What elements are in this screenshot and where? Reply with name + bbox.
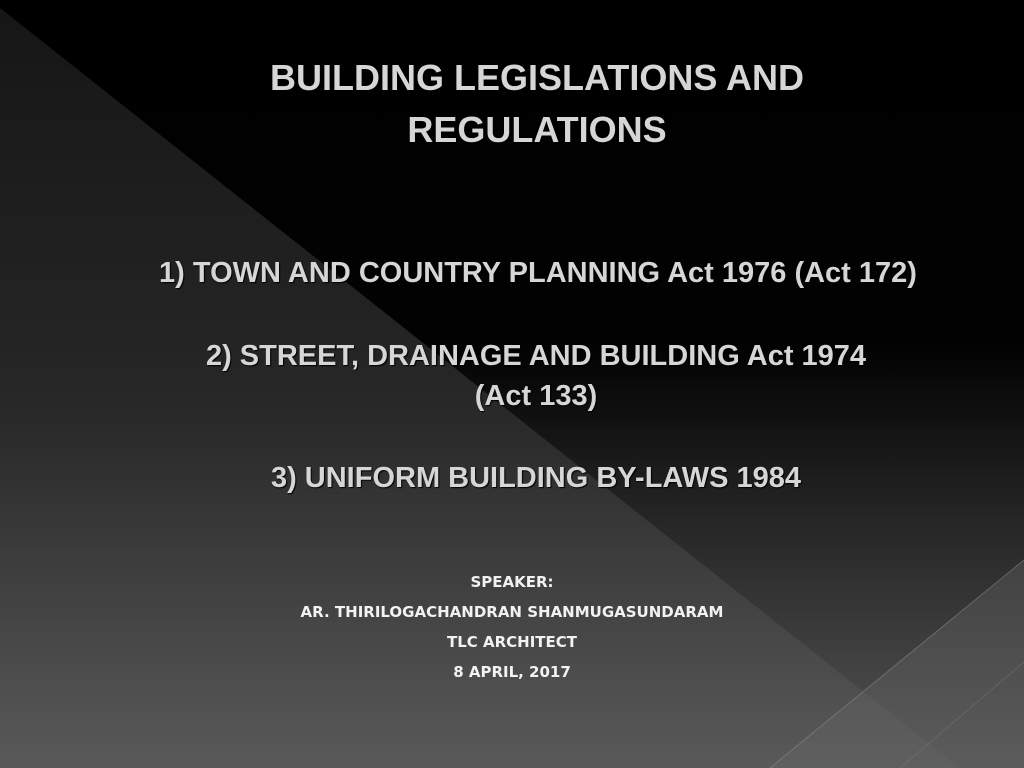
act-item-3: 3) UNIFORM BUILDING BY-LAWS 1984 <box>270 462 802 494</box>
act-item-2-continued: (Act 133) <box>474 380 598 412</box>
slide-title-line-1: BUILDING LEGISLATIONS AND <box>270 57 804 98</box>
speaker-firm: TLC ARCHITECT <box>446 633 578 651</box>
speaker-name: AR. THIRILOGACHANDRAN SHANMUGASUNDARAM <box>300 603 724 621</box>
slide-title-line-2: REGULATIONS <box>407 109 667 150</box>
presentation-date: 8 APRIL, 2017 <box>453 663 571 681</box>
speaker-label: SPEAKER: <box>470 573 554 591</box>
act-item-1: 1) TOWN AND COUNTRY PLANNING Act 1976 (Act 172) <box>159 257 917 289</box>
act-item-2: 2) STREET, DRAINAGE AND BUILDING Act 1974 <box>205 340 867 372</box>
